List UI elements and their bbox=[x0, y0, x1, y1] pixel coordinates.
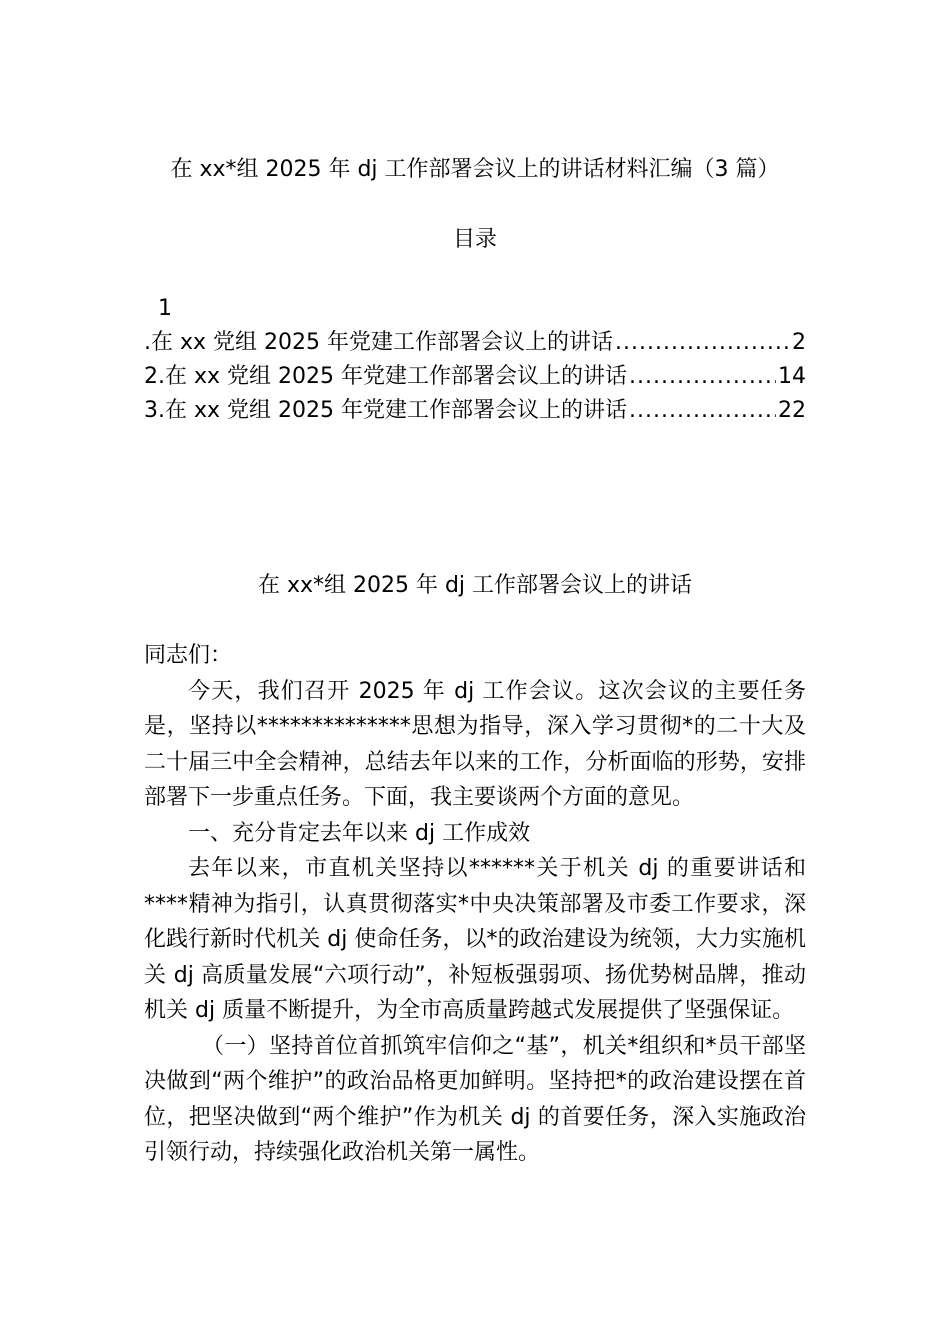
speech-title: 在 xx*组 2025 年 dj 工作部署会议上的讲话 bbox=[257, 573, 693, 598]
paragraph-intro: 今天，我们召开 2025 年 dj 工作会议。这次会议的主要任务是，坚持以**************思想为指导，深入学习贯彻*的二十大及二十届三中全会精神，总结去年以来的工作，分析面临的形势，安排部署下一步重点任务。下面，我主要谈两个方面的意见。 bbox=[144, 678, 806, 810]
table-of-contents bbox=[144, 326, 806, 428]
toc-dot-leader bbox=[615, 326, 790, 360]
toc-entry-page: 14 bbox=[778, 364, 806, 389]
toc-entry-text: 3.在 xx 党组 2025 年党建工作部署会议上的讲话 bbox=[144, 398, 627, 423]
toc-entry-page: 22 bbox=[778, 398, 806, 423]
paragraph-achievements: 去年以来，市直机关坚持以******关于机关 dj 的重要讲话和****精神为指引，认真贯彻落实*中央决策部署及市委工作要求，深化践行新时代机关 dj 使命任务，以*的政治建设为统领，大力实施机关 dj 高质量发展“六项行动”，补短板强弱项、扬优势树品牌，推动机关 dj 质量不断提升，为全市高质量跨越式发展提供了坚强保证。 bbox=[144, 856, 806, 1023]
toc-entry[interactable] bbox=[144, 360, 806, 394]
document-title: 在 xx*组 2025 年 dj 工作部署会议上的讲话材料汇编（3 篇） bbox=[170, 157, 780, 182]
toc-heading: 目录 bbox=[452, 227, 497, 252]
toc-entry-text: .在 xx 党组 2025 年党建工作部署会议上的讲话 bbox=[144, 330, 613, 355]
toc-leading-number: 1 bbox=[158, 296, 172, 321]
paragraph-subsection-1: （一）坚持首位首抓筑牢信仰之“基”，机关*组织和*员干部坚决做到“两个维护”的政治品格更加鲜明。坚持把*的政治建设摆在首位，把坚决做到“两个维护”作为机关 dj 的首要任务，深入实施政治引领行动，持续强化政治机关第一属性。 bbox=[144, 1033, 806, 1165]
salutation: 同志们： bbox=[144, 643, 233, 668]
toc-entry-text: 2.在 xx 党组 2025 年党建工作部署会议上的讲话 bbox=[144, 364, 627, 389]
speech-body bbox=[144, 638, 806, 1171]
toc-entry-page: 2 bbox=[792, 330, 806, 355]
section-heading: 一、充分肯定去年以来 dj 工作成效 bbox=[188, 820, 531, 846]
toc-dot-leader bbox=[629, 360, 776, 394]
toc-dot-leader bbox=[629, 394, 776, 428]
toc-entry[interactable] bbox=[144, 326, 806, 360]
toc-entry[interactable] bbox=[144, 394, 806, 428]
